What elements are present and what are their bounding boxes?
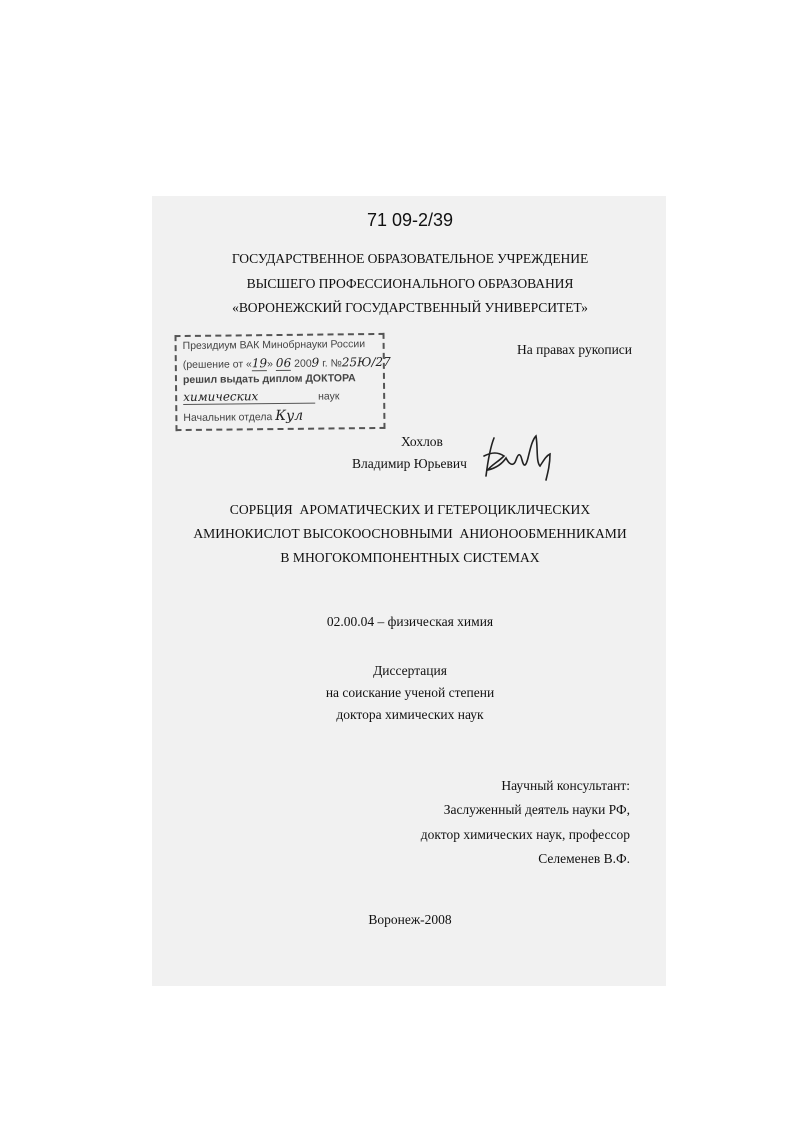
stamp-line-1: Президиум ВАК Минобрнауки России <box>182 338 366 353</box>
author-surname: Хохлов <box>401 434 443 449</box>
consultant-name: Селеменев В.Ф. <box>538 850 630 866</box>
degree-line-1: Диссертация <box>373 663 447 678</box>
stamp-line-4: химических наук <box>183 389 340 405</box>
stamp-line-2: (решение от «19» 06 2009 г. №25Ю/27 <box>182 354 391 372</box>
stamp-decision-number: 25Ю/27 <box>341 354 391 370</box>
stamp-line-3: решил выдать диплом ДОКТОРА <box>182 372 356 387</box>
institution-header <box>160 247 660 321</box>
consultant-line-1: Заслуженный деятель науки РФ, <box>443 802 630 818</box>
degree-line-3: доктора химических наук <box>336 707 484 722</box>
title-line-2: АМИНОКИСЛОТ ВЫСОКООСНОВНЫМИ АНИОНООБМЕННИКАМИ <box>193 526 627 541</box>
stamp-line-5: Начальник отдела Кул <box>183 407 304 425</box>
degree-line-2: на соискание ученой степени <box>325 685 495 700</box>
institution-line-1: ГОСУДАРСТВЕННОЕ ОБРАЗОВАТЕЛЬНОЕ УЧРЕЖДЕНИЕ <box>231 251 589 266</box>
institution-line-3: «ВОРОНЕЖСКИЙ ГОСУДАРСТВЕННЫЙ УНИВЕРСИТЕТ» <box>232 300 588 315</box>
institution-line-2: ВЫСШЕГО ПРОФЕССИОНАЛЬНОГО ОБРАЗОВАНИЯ <box>246 275 574 291</box>
rights-note: На правах рукописи <box>517 342 633 357</box>
place-year: Воронеж-2008 <box>368 912 452 927</box>
stamp-signature: Кул <box>275 407 304 425</box>
title-line-3: В МНОГОКОМПОНЕНТНЫХ СИСТЕМАХ <box>280 550 540 565</box>
degree-statement <box>160 660 660 726</box>
stamp-day: 19 <box>251 356 268 371</box>
dissertation-title <box>160 498 660 570</box>
title-line-1: СОРБЦИЯ АРОМАТИЧЕСКИХ И ГЕТЕРОЦИКЛИЧЕСКИХ <box>229 502 591 517</box>
stamp-year-digit: 9 <box>311 355 320 370</box>
scientific-consultant <box>330 774 630 871</box>
consultant-line-2: доктор химических наук, профессор <box>420 826 630 842</box>
consultant-heading: Научный консультант: <box>501 778 630 793</box>
author-names: Владимир Юрьевич <box>352 456 467 471</box>
archive-code: 71 09-2/39 <box>366 210 454 230</box>
author-signature <box>480 430 570 482</box>
stamp-month: 06 <box>275 355 292 371</box>
stamp-field: химических <box>183 389 315 405</box>
specialty: 02.00.04 – физическая химия <box>326 614 494 629</box>
vak-stamp <box>175 333 391 431</box>
